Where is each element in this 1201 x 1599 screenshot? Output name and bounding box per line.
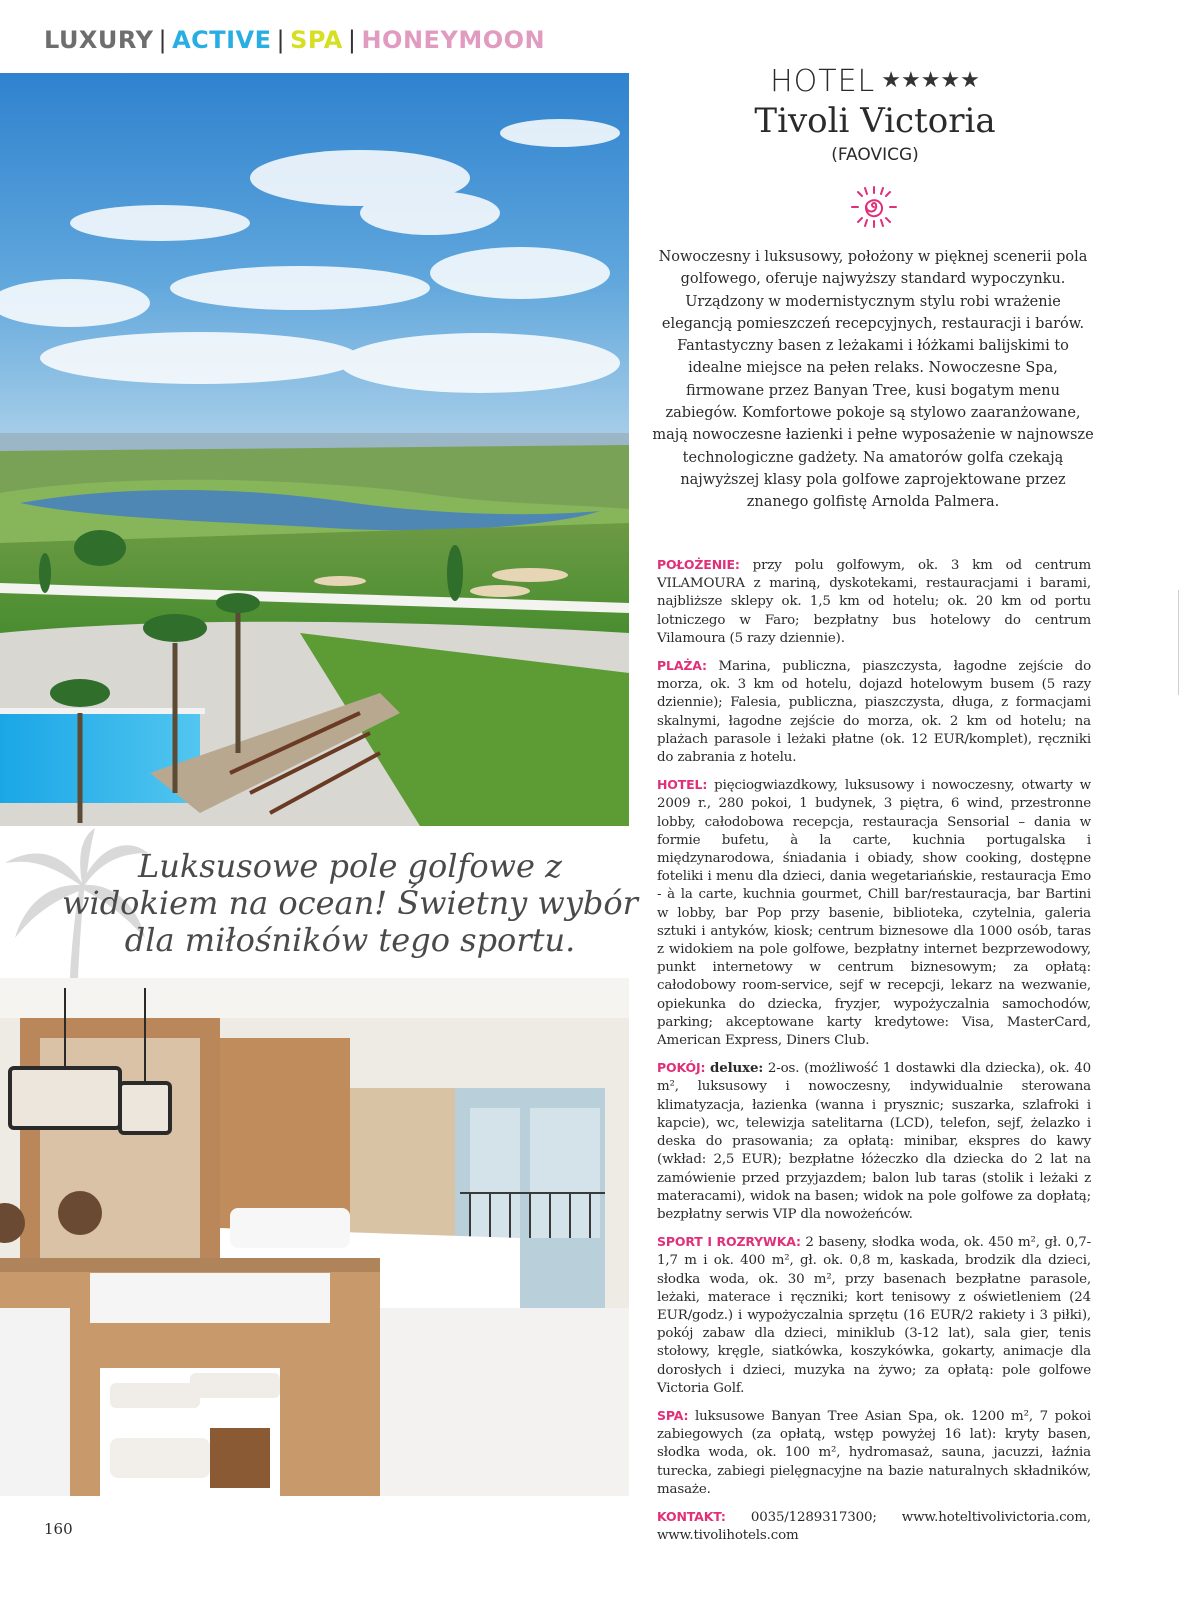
- golf-course-photo: [0, 73, 629, 826]
- beach-text: Marina, publiczna, piaszczysta, łagodne zejście do morza, ok. 3 km od hotelu, dojazd hotelowym busem (5 razy dziennie); Falesia, publiczna, piaszczysta, długa, z formacjami skalnymi, łagodne zejście do morza, ok. 2 km od hotelu; na plażach parasole i leżaki płatne (ok. 12 EUR/komplet), ręczniki do zabrania z hotelu.: [657, 659, 1091, 766]
- room-text: 2-os. (możliwość 1 dostawki dla dziecka), ok. 40 m², luksusowy i nowoczesny, indywidualnie sterowana klimatyzacja, łazienka (wanna i prysznic; suszarka, szlafroki i kapcie), wc, telewizja satelitarna (LCD), telefon, sejf, żelazko i deska do prasowania; za opłatą: minibar, ekspres do kawy (wkład: 2,5 EUR); bezpłatne łóżeczko dla dziecka do 2 lat na zamówienie przed przyjazdem; balon lub taras (stolik i leżaki z materacami), widok na basen; widok na pole golfowe za dopłatą; bezpłatny serwis VIP dla nowożeńców.: [657, 1061, 1092, 1222]
- contact-text: 0035/1289317300; www.hoteltivolivictoria.com, www.tivolihotels.com: [657, 1509, 1091, 1544]
- page-edge-line: [1178, 590, 1179, 695]
- nav-separator: |: [347, 26, 357, 54]
- hotel-label: HOTEL: [770, 64, 876, 99]
- nav-honeymoon: HONEYMOON: [361, 26, 546, 54]
- room-section: [657, 1059, 1091, 1224]
- location-label: POŁOŻENIE:: [657, 557, 740, 572]
- hotel-code: (FAOVICG): [831, 145, 919, 165]
- nav-separator: |: [276, 26, 286, 54]
- nav-active: ACTIVE: [172, 26, 272, 54]
- spa-section: [657, 1407, 1091, 1499]
- star-rating: ★★★★★: [881, 68, 980, 93]
- beach-section: [657, 657, 1091, 767]
- nav-luxury: LUXURY: [44, 26, 154, 54]
- hotel-details: [657, 556, 1091, 1554]
- room-type: deluxe:: [710, 1060, 764, 1077]
- beach-label: PLAŻA:: [657, 658, 707, 674]
- category-nav: [44, 26, 545, 54]
- sport-section: [657, 1233, 1091, 1398]
- nav-spa: SPA: [290, 26, 343, 54]
- hotel-room-photo: [0, 978, 629, 1496]
- nav-separator: |: [158, 26, 168, 54]
- hotel-title-line: [660, 64, 1090, 99]
- hotel-header: [660, 64, 1090, 165]
- sun-spiral-icon: [849, 185, 899, 233]
- contact-section: [657, 1508, 1091, 1545]
- hotel-name: Tivoli Victoria: [754, 101, 996, 141]
- hotel-section-text: pięciogwiazdkowy, luksusowy i nowoczesny, otwarty w 2009 r., 280 pokoi, 1 budynek, 3 piętra, 6 wind, przestronne lobby, całodobowa recepcja, restauracja Sensorial – dania w formie bufetu, à la carte, kuchnia portugalska i międzynarodowa, śniadania i obiady, show cooking, dostępne foteliki i menu dla dzieci, dania wegetariańskie, restauracja Emo - à la carte, kuchnia gourmet, Chill bar/restauracja, bar Bartini w lobby, bar Pop przy basenie, biblioteka, czytelnia, galeria sztuki i antyków, kiosk; centrum biznesowe dla 1000 osób, taras z widokiem na pole golfowe, bezpłatny internet bezprzewodowy, punkt internetowy w centrum biznesowym; za opłatą: całodobowy room-service, sejf w recepcji, lekarz na wezwanie, opiekunka do dziecka, fryzjer, wypożyczalnia samochodów, parking; akceptowane karty kredytowe: Visa, MasterCard, American Express, Diners Club.: [657, 778, 1091, 1049]
- hotel-section: [657, 776, 1091, 1050]
- intro-paragraph: Nowoczesny i luksusowy, położony w pięknej scenerii pola golfowego, oferuje najwyższy standard wypoczynku. Urządzony w modernistycznym stylu robi wrażenie elegancją pomieszczeń recepcyjnych, restauracji i barów. Fantastyczny basen z leżakami i łóżkami balijskimi to idealne miejsce na pełen relaks. Nowoczesne Spa, firmowane przez Banyan Tree, kusi bogatym menu zabiegów. Komfortowe pokoje są stylowo zaaranżowane, mają nowoczesne łazienki i pełne wyposażenie w najnowsze technologiczne gadżety. Na amatorów golfa czekają najwyższej klasy pola golfowe zaprojektowane przez znanego golfistę Arnolda Palmera.: [652, 249, 1094, 511]
- location-text: przy polu golfowym, ok. 3 km od centrum VILAMOURA z mariną, dyskotekami, restauracjami i barami, najbliższe sklepy ok. 1,5 km od hotelu; ok. 20 km od portu lotniczego w Faro; bezpłatny bus hotelowy do centrum Vilamoura (5 razy dziennie).: [657, 558, 1091, 646]
- location-section: [657, 556, 1091, 648]
- room-label: POKÓJ:: [657, 1060, 706, 1076]
- spa-text: luksusowe Banyan Tree Asian Spa, ok. 1200 m², 7 pokoi zabiegowych (za opłatą, wstęp powyżej 16 lat): kryty basen, słodka woda, ok. 100 m², hydromasaż, sauna, jacuzzi, łaźnia turecka, zabiegi pielęgnacyjne na bazie naturalnych składników, masaże.: [657, 1408, 1091, 1497]
- page-number: 160: [44, 1520, 73, 1538]
- contact-label: KONTAKT:: [657, 1508, 726, 1524]
- sport-text: 2 baseny, słodka woda, ok. 450 m², gł. 0,7-1,7 m i ok. 400 m², gł. ok. 0,8 m, kaskada, brodzik dla dzieci, słodka woda, ok. 30 m², przy basenach bezpłatne parasole, leżaki, materace i ręczniki; kort tenisowy z oświetleniem (24 EUR/godz.) i wypożyczalnia sprzętu (16 EUR/2 rakiety i 3 piłki), pokój zabaw dla dzieci, miniklub (3-12 lat), sala gier, tenis stołowy, kręgle, siatkówka, koszykówka, gokarty, animacje dla dorosłych i dzieci, muzyka na żywo; za opłatą: pole golfowe Victoria Golf.: [657, 1235, 1091, 1396]
- spa-label: SPA:: [657, 1407, 689, 1423]
- tagline-quote: Luksusowe pole golfowe z widokiem na ocean! Świetny wybór dla miłośników tego sportu.: [62, 847, 638, 959]
- hotel-section-label: HOTEL:: [657, 777, 708, 793]
- sport-label: SPORT I ROZRYWKA:: [657, 1234, 801, 1250]
